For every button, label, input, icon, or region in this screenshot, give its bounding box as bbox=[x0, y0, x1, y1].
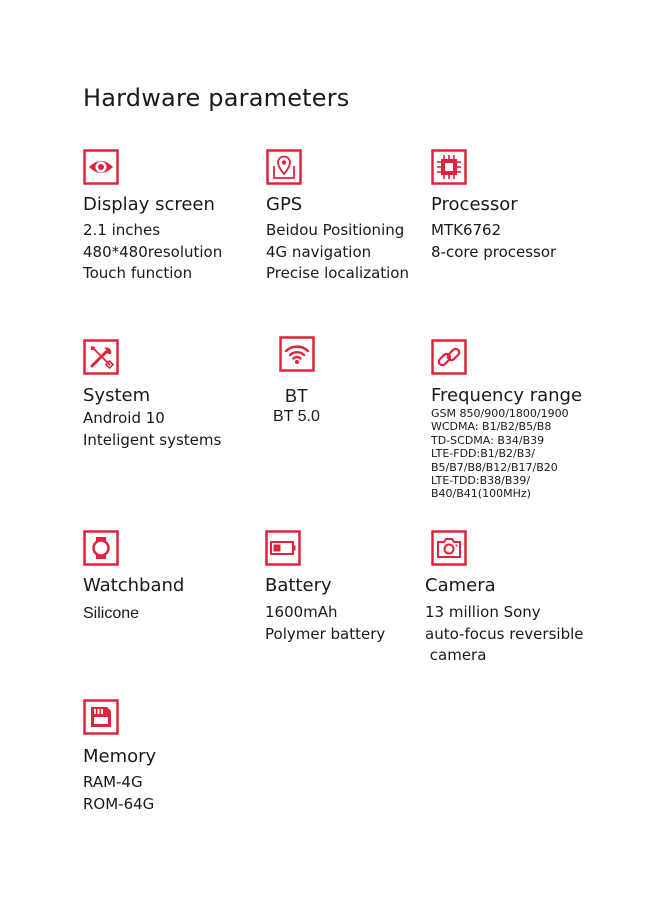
tools-icon bbox=[83, 339, 119, 375]
spec-lines-display bbox=[83, 220, 222, 285]
spec-line: LTE-FDD:B1/B2/B3/ bbox=[431, 447, 535, 461]
spec-line: auto-focus reversible bbox=[425, 624, 584, 643]
camera-icon bbox=[431, 530, 467, 566]
spec-title-memory: Memory bbox=[83, 746, 157, 767]
spec-lines-camera bbox=[425, 602, 583, 667]
battery-icon bbox=[265, 530, 301, 566]
spec-display bbox=[83, 149, 119, 185]
spec-lines-gps bbox=[266, 220, 409, 285]
spec-title-processor: Processor bbox=[431, 194, 518, 215]
spec-line: Precise localization bbox=[266, 264, 409, 282]
spec-memory bbox=[83, 699, 119, 735]
spec-bt bbox=[279, 336, 315, 372]
watchband-icon bbox=[83, 530, 119, 566]
spec-line: 1600mAh bbox=[265, 603, 338, 621]
spec-line: Silicone bbox=[83, 605, 140, 622]
spec-line: Inteligent systems bbox=[83, 430, 222, 449]
spec-line: MTK6762 bbox=[431, 221, 502, 239]
wifi-signal-icon bbox=[279, 336, 315, 372]
spec-line: camera bbox=[425, 646, 487, 664]
spec-watchband bbox=[83, 530, 119, 566]
spec-title-camera: Camera bbox=[425, 575, 496, 596]
spec-title-system: System bbox=[83, 385, 151, 406]
spec-line: B40/B41(100MHz) bbox=[431, 487, 531, 501]
spec-gps bbox=[266, 149, 302, 185]
spec-lines-processor bbox=[431, 220, 556, 263]
spec-line: 13 million Sony bbox=[425, 603, 541, 621]
spec-line: ROM-64G bbox=[83, 794, 155, 813]
spec-processor bbox=[431, 149, 467, 185]
spec-title-gps: GPS bbox=[266, 194, 303, 215]
spec-title-frequency: Frequency range bbox=[431, 385, 583, 406]
spec-title-bt: BT bbox=[285, 386, 309, 406]
spec-line: TD-SCDMA: B34/B39 bbox=[431, 433, 545, 447]
spec-lines-battery bbox=[265, 602, 385, 645]
spec-line: BT 5.0 bbox=[273, 408, 320, 425]
spec-line: 480*480resolution bbox=[83, 242, 223, 261]
spec-battery bbox=[265, 530, 301, 566]
spec-lines-memory bbox=[83, 772, 154, 815]
cpu-chip-icon bbox=[431, 149, 467, 185]
spec-camera bbox=[431, 530, 467, 566]
spec-frequency bbox=[431, 339, 467, 375]
spec-lines-frequency bbox=[431, 407, 569, 501]
spec-lines-watchband bbox=[83, 603, 139, 625]
map-pin-icon bbox=[266, 149, 302, 185]
spec-line: Android 10 bbox=[83, 409, 165, 427]
link-icon bbox=[431, 339, 467, 375]
spec-line: 4G navigation bbox=[266, 242, 372, 261]
spec-line: Beidou Positioning bbox=[266, 221, 405, 239]
spec-line: B5/B7/B8/B12/B17/B20 bbox=[431, 460, 558, 474]
spec-line: WCDMA: B1/B2/B5/B8 bbox=[431, 420, 552, 434]
page-title: Hardware parameters bbox=[83, 84, 350, 112]
spec-line: LTE-TDD:B38/B39/ bbox=[431, 474, 531, 488]
spec-line: Polymer battery bbox=[265, 624, 386, 643]
sd-card-icon bbox=[83, 699, 119, 735]
spec-lines-bt bbox=[273, 406, 320, 428]
spec-title-battery: Battery bbox=[265, 575, 332, 596]
spec-line: 8-core processor bbox=[431, 242, 557, 261]
spec-title-display: Display screen bbox=[83, 194, 215, 215]
spec-lines-system bbox=[83, 408, 221, 451]
spec-line: RAM-4G bbox=[83, 773, 143, 791]
eye-icon bbox=[83, 149, 119, 185]
spec-system bbox=[83, 339, 119, 375]
spec-line: Touch function bbox=[83, 264, 193, 282]
spec-line: 2.1 inches bbox=[83, 221, 161, 239]
spec-title-watchband: Watchband bbox=[83, 575, 185, 596]
spec-line: GSM 850/900/1800/1900 bbox=[431, 407, 569, 420]
